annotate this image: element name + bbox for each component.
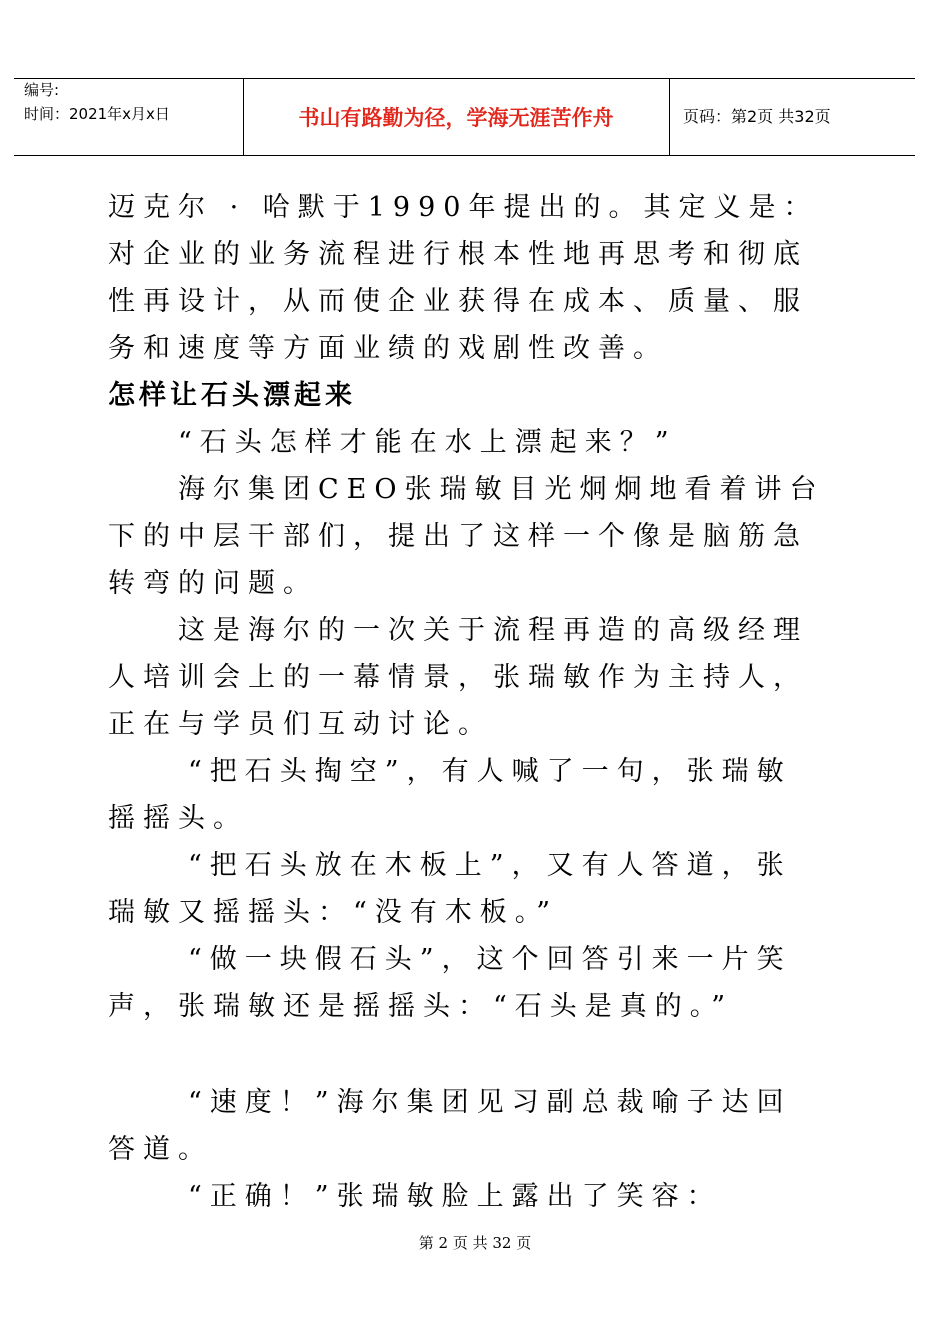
body-line: 答道。	[108, 1134, 213, 1165]
header-motto-cell	[243, 79, 670, 155]
header-page-cell	[669, 79, 915, 155]
body-line: 下的中层干部们，提出了这样一个像是脑筋急	[108, 521, 808, 552]
body-line: 对企业的业务流程进行根本性地再思考和彻底	[108, 239, 808, 270]
page-footer	[0, 1232, 950, 1253]
body-line: 海尔集团CEO张瑞敏目光炯炯地看着讲台	[178, 474, 825, 505]
body-line: 人培训会上的一幕情景，张瑞敏作为主持人，	[108, 662, 808, 693]
body-line: “把石头放在木板上”，又有人答道，张	[188, 850, 792, 881]
body-line: 性再设计，从而使企业获得在成本、质量、服	[108, 286, 808, 317]
body-line: “速度！”海尔集团见习副总裁喻子达回	[188, 1087, 792, 1118]
document-body	[108, 188, 823, 1224]
body-line: 这是海尔的一次关于流程再造的高级经理	[178, 615, 808, 646]
header-page-info: 页码：第2页 共32页	[683, 107, 831, 126]
body-line: 摇摇头。	[108, 803, 248, 834]
body-line: 声，张瑞敏还是摇摇头：“石头是真的。”	[108, 991, 734, 1022]
header-motto: 书山有路勤为径，学海无涯苦作舟	[298, 106, 614, 130]
body-line: 务和速度等方面业绩的戏剧性改善。	[108, 333, 668, 364]
document-header	[14, 78, 915, 156]
header-meta-cell	[14, 79, 244, 155]
body-line: “正确！”张瑞敏脸上露出了笑容：	[188, 1181, 722, 1212]
body-line: 转弯的问题。	[108, 568, 318, 599]
document-time-label: 时间：2021年x月x日	[24, 105, 170, 123]
body-line: 瑞敏又摇摇头：“没有木板。”	[108, 897, 559, 928]
body-line: “石头怎样才能在水上漂起来？”	[178, 427, 677, 458]
body-line: 正在与学员们互动讨论。	[108, 709, 493, 740]
footer-page-number: 第 2 页 共 32 页	[418, 1234, 532, 1252]
body-line: “做一块假石头”，这个回答引来一片笑	[188, 944, 792, 975]
document-number-label: 编号:	[24, 81, 60, 99]
section-heading: 怎样让石头漂起来	[108, 380, 356, 411]
body-line: 迈克尔 · 哈默于1990年提出的。其定义是：	[108, 192, 819, 223]
body-line: “把石头掏空”，有人喊了一句，张瑞敏	[188, 756, 792, 787]
